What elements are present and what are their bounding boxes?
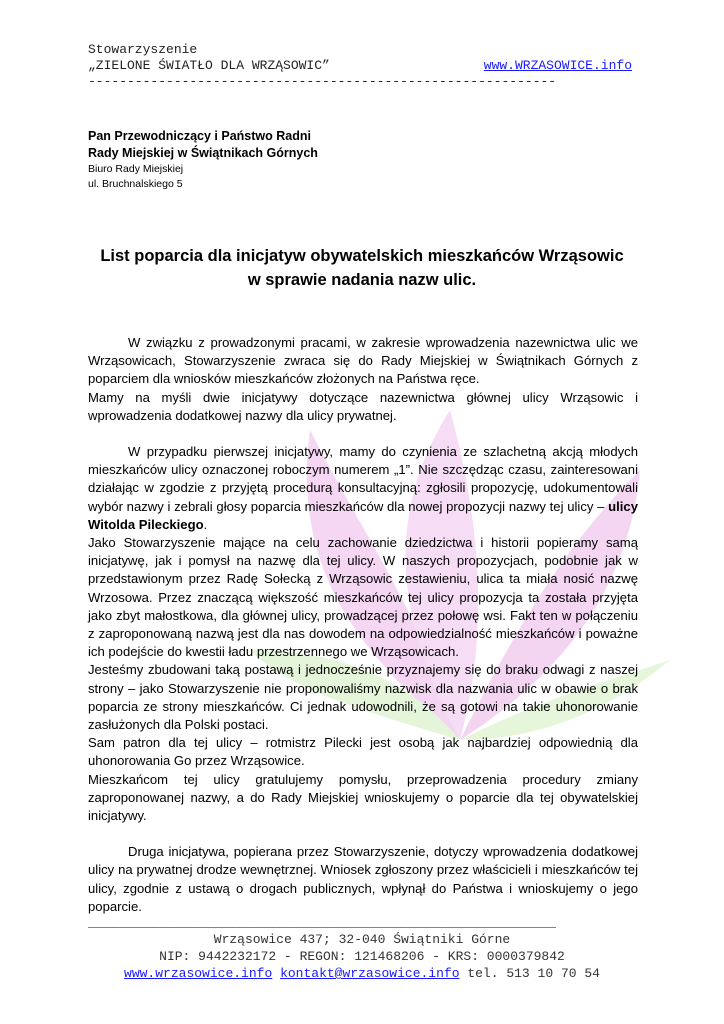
title-line-1: List poparcia dla inicjatyw obywatelskich mieszkańców Wrząsowic [100,247,624,265]
paragraph-2: Mamy na myśli dwie inicjatywy dotyczące nazewnictwa głównej ulicy Wrząsowic i wprowadzenia dodatkowej nazwy dla ulicy prywatnej. [88,389,638,423]
org-line-2-row [88,58,632,74]
paragraph-8: Druga inicjatywa, popierana przez Stowarzyszenie, dotyczy wprowadzenia dodatkowej ulicy na prywatnej drodze wewnętrznej. Wniosek zgłoszony przez właścicieli i mieszkańców tej ulicy, zgodnie z ustawą o drogach publicznych, wpłynął do Państwa i wnioskujemy o jego poparcie. [88,844,638,914]
recipient-line-4: ul. Bruchnalskiego 5 [88,178,183,190]
paragraph-6: Sam patron dla tej ulicy – rotmistrz Pilecki jest osobą jak najbardziej odpowiednią dla uhonorowania Go przez Wrząsowice. [88,735,638,769]
footer-divider: ____________________________________________________________ [88,915,557,930]
letter-body [88,334,638,916]
paragraph-3-end: . [203,516,208,532]
paragraph-7: Mieszkańcom tej ulicy gratulujemy pomysłu, przeprowadzenia procedury zmiany zaproponowanej nazwy, a do Rady Miejskiej wnioskujemy o poparcie dla tej obywatelskiej inicjatywy. [88,771,638,824]
title-line-2: w sprawie nadania nazw ulic. [247,271,477,289]
footer-registration-ids: NIP: 9442232172 - REGON: 121468206 - KRS: 0000379842 [159,949,565,964]
org-name: „ZIELONE ŚWIATŁO DLA WRZĄSOWIC” [88,58,330,73]
footer-website-link[interactable]: www.wrzasowice.info [124,966,273,981]
header-website-link[interactable]: www.WRZASOWICE.info [483,58,632,73]
footer-contacts [88,965,636,982]
paragraph-4: Jako Stowarzyszenie mające na celu zachowanie dziedzictwa i historii popieramy samą inicjatywę, jak i pomysł na nazwę dla tej ulicy. W naszych propozycjach, podobnie jak w przedstawionym przez Radę Sołecką z Wrząsowic zestawieniu, ulica ta miała nosić nazwę Wrzosowa. Przez znaczącą większość mieszkańców tej ulicy propozycja ta została przyjęta jako zbyt małostkowa, dla głównej ulicy, prowadzącej przez połowę wsi. Fakt ten w połączeniu z zaproponowaną nazwą jest dla nas dowodem na odpowiedzialność mieszkańców i poważne ich podejście do kwestii ładu przestrzennego we Wrząsowicach. [88,535,638,660]
footer-email-link[interactable]: kontakt@wrzasowice.info [280,966,460,981]
letter-title [88,244,636,292]
footer-address: Wrząsowice 437; 32-040 Świątniki Górne [213,932,511,947]
letter-footer [88,914,636,982]
recipient-line-1: Pan Przewodniczący i Państwo Radni [88,129,311,143]
paragraph-1: W związku z prowadzonymi pracami, w zakresie wprowadzenia nazewnictwa ulic we Wrząsowicach, Stowarzyszenie zwraca się do Rady Miejskiej w Świątnikach Górnych z poparciem dla wniosków mieszkańców złożonych na Państwa ręce. [88,335,638,387]
recipient-line-2: Rady Miejskiej w Świątnikach Górnych [88,146,318,160]
paragraph-5: Jesteśmy zbudowani taką postawą i jednocześnie przyznajemy się do braku odwagi z naszej strony – jako Stowarzyszenie nie proponowaliśmy nazwisk dla nazwania ulic w obawie o brak poparcia ze strony mieszkańców. Ci jednak udowodnili, że są gotowi na takie uhonorowanie zasłużonych dla Polski postaci. [88,662,638,733]
recipient-block [88,128,488,192]
recipient-line-3: Biuro Rady Miejskiej [88,163,184,175]
header-divider: ------------------------------------------------------------ [88,74,557,89]
letterhead [88,42,632,90]
footer-phone: tel. 513 10 70 54 [467,966,600,981]
org-line-1: Stowarzyszenie [88,42,198,57]
paragraph-3-text: W przypadku pierwszej inicjatywy, mamy do czynienia ze szlachetną akcją młodych mieszkańców ulicy oznaczonej roboczym numerem „1”. Nie szczędząc czasu, zainteresowani działając w zgodzie z przyjętą procedurą konsultacyjną: zgłosili propozycję, udokumentowali wybór nazwy i zebrali głosy poparcia mieszkańców dla nowej propozycji nazwy tej ulicy – [88,444,638,514]
paragraph-3 [88,443,638,534]
street-name-bold: ulicy Witolda Pileckiego [88,498,638,532]
